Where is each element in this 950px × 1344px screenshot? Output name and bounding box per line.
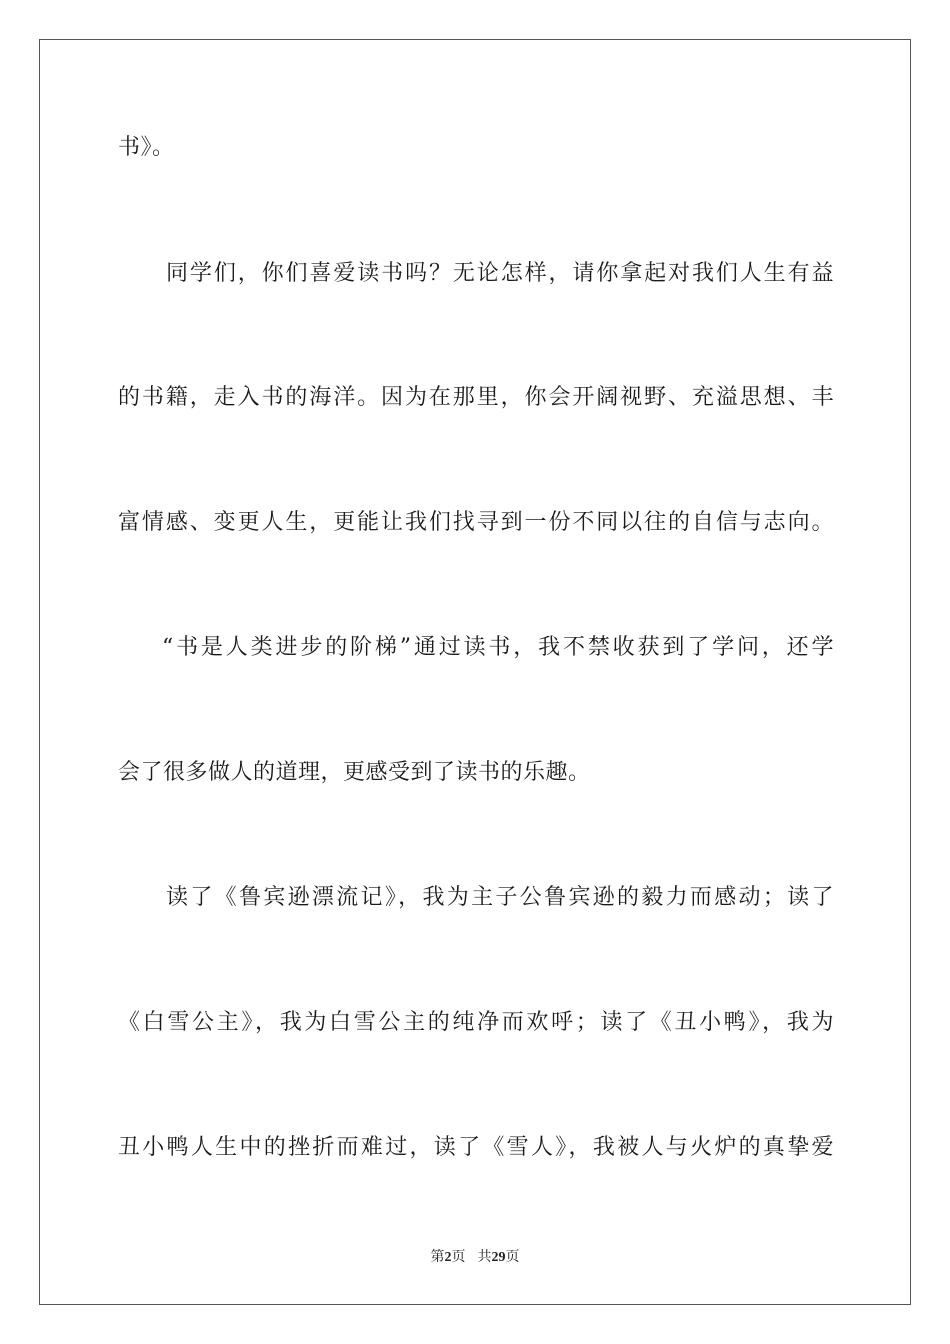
footer-total-pages: 29 [491,1250,506,1265]
paragraph-line-9: 丑小鸭人生中的挫折而难过，读了《雪人》，我被人与火炉的真挚爱 [118,1135,834,1160]
paragraph-line-8: 《白雪公主》，我为白雪公主的纯净而欢呼；读了《丑小鸭》，我为 [118,1010,834,1035]
page-footer [0,1248,950,1267]
paragraph-line-4: 富情感、变更人生，更能让我们找寻到一份不同以往的自信与志向。 [118,510,834,535]
page-border [39,39,911,1305]
footer-total-prefix: 共 [477,1249,492,1265]
paragraph-line-6: 会了很多做人的道理，更感受到了读书的乐趣。 [118,760,591,785]
footer-page-prefix: 第 [430,1249,445,1265]
paragraph-line-2: 同学们，你们喜爱读书吗？无论怎样，请你拿起对我们人生有益 [166,261,834,286]
paragraph-line-3: 的书籍，走入书的海洋。因为在那里，你会开阔视野、充溢思想、丰 [118,385,834,410]
footer-total-suffix: 页 [505,1249,520,1265]
footer-page-suffix: 页 [451,1249,466,1265]
paragraph-line-7: 读了《鲁宾逊漂流记》，我为主子公鲁宾逊的毅力而感动；读了 [166,885,834,910]
paragraph-line-1: 书》。 [118,135,175,160]
footer-page-number: 2 [444,1250,452,1265]
paragraph-line-5: “书是人类进步的阶梯”通过读书，我不禁收获到了学问，还学 [162,635,834,660]
